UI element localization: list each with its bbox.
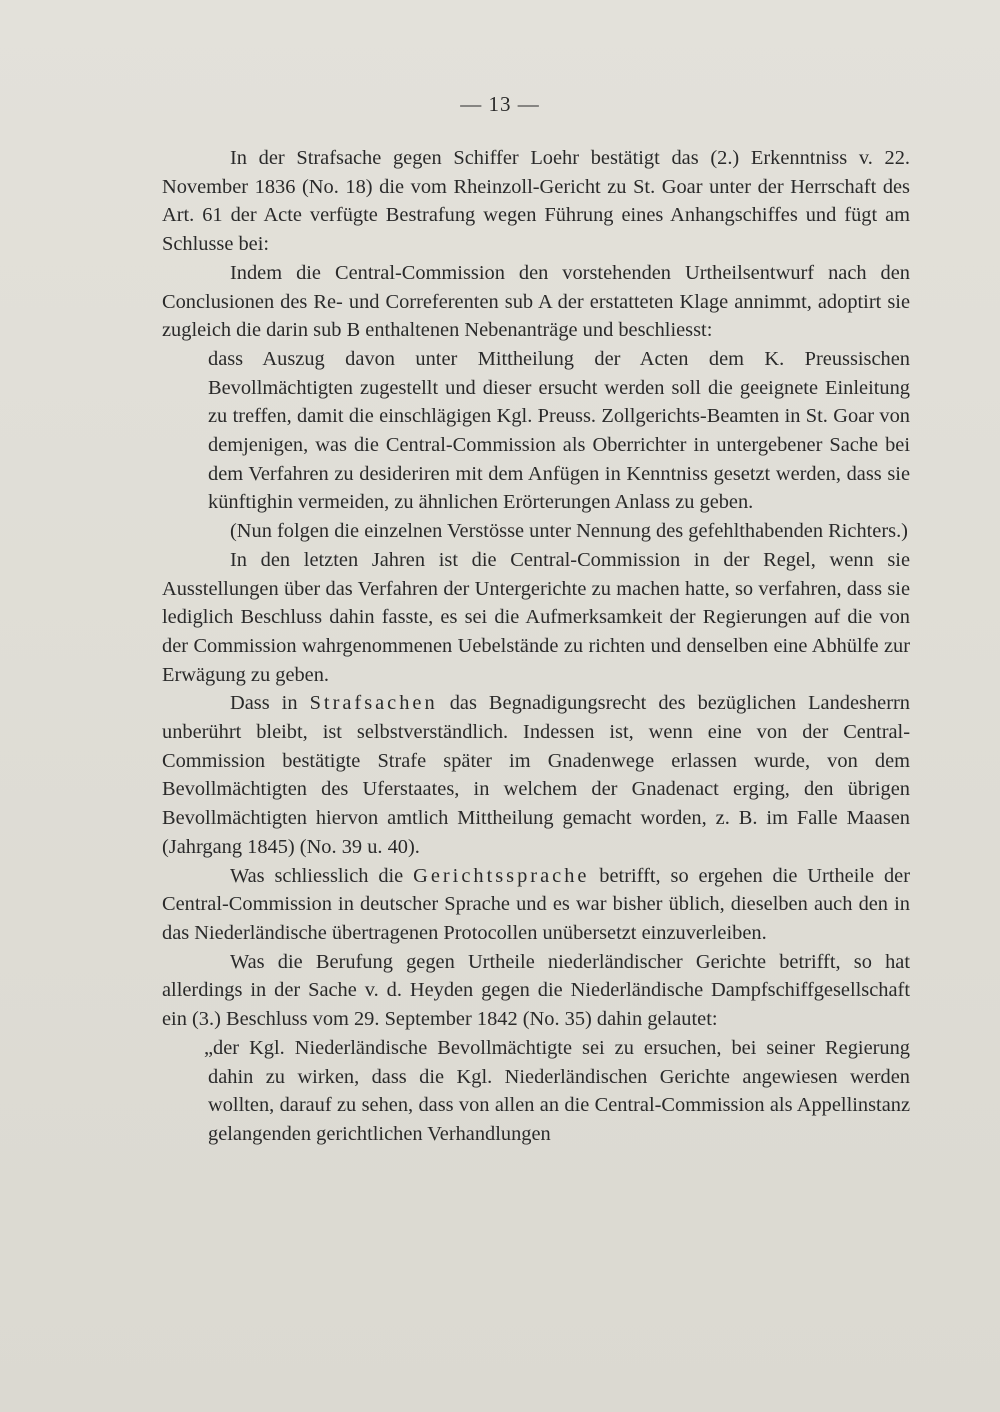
paragraph: In der Strafsache gegen Schiffer Loehr bestätigt das (2.) Erkenntniss v. 22. November 1836 (No. 18) die vom Rheinzoll-Gericht zu St. Goar unter der Herrschaft des Art. 61 der Acte verfügte Bestrafung wegen Führung eines Anhangschiffes und fügt am Schlusse bei: bbox=[162, 147, 910, 256]
paragraph-text: das Begnadigungsrecht des bezüglichen Landesherrn unberührt bleibt, ist selbstverständlich. Indessen ist, wenn eine von der Central-Commission bestätigte Strafe später im Gnadenwege erlassen wurde, von dem Bevollmächtigten des Uferstaates, in welchem der Gnadenact erging, den übrigen Bevollmächtigten hiervon amtlich Mittheilung gemacht worden, z. B. im Falle Maasen (Jahrgang 1845) (No. 39 u. 40). bbox=[162, 692, 911, 858]
paragraph: In den letzten Jahren ist die Central-Commission in der Regel, wenn sie Ausstellungen über das Verfahren der Untergerichte zu machen hatte, so verfahren, dass sie lediglich Beschluss dahin fasste, es sei die Aufmerksamkeit der Regierungen auf die von der Commission wahrgenommenen Uebelstände zu richten und denselben eine Abhülfe zur Erwägung zu geben. bbox=[162, 548, 910, 686]
paragraph bbox=[162, 862, 910, 948]
paragraph: Was die Berufung gegen Urtheile niederländischer Gerichte betrifft, so hat allerdings in der Sache v. d. Heyden gegen die Niederländische Dampfschiffgesellschaft ein (3.) Beschluss vom 29. September 1842 (No. 35) dahin gelautet: bbox=[162, 950, 910, 1031]
body-text bbox=[162, 144, 910, 1149]
paragraph-text: betrifft, so ergehen die Urtheile der Central-Commission in deutscher Sprache und es war bisher üblich, dieselben auch den in das Niederländische übertragenen Protocollen unübersetzt einzuverleiben. bbox=[162, 864, 910, 944]
paragraph-text: Dass in bbox=[230, 692, 310, 715]
quoted-paragraph: „der Kgl. Niederländische Bevollmächtigte sei zu ersuchen, bei seiner Regierung dahin zu wirken, dass die Kgl. Niederländischen Gerichte angewiesen werden wollten, darauf zu sehen, dass von allen an die Central-Commission als Appellinstanz gelangenden gerichtlichen Verhandlungen bbox=[204, 1036, 910, 1145]
paragraph: (Nun folgen die einzelnen Verstösse unter Nennung des gefehlthabenden Richters.) bbox=[230, 520, 908, 543]
spaced-term: Gerichtssprache bbox=[413, 864, 590, 887]
spaced-term: Strafsachen bbox=[309, 692, 438, 715]
block-paragraph: dass Auszug davon unter Mittheilung der Acten dem K. Preussischen Bevollmächtigten zugestellt und dieser ersucht werden soll die geeignete Einleitung zu treffen, damit die einschlägigen Kgl. Preuss. Zollgerichts-Beamten in St. Goar von demjenigen, was die Central-Commission als Oberrichter in untergebener Sache bei dem Verfahren zu desideriren mit dem Anfügen in Kenntniss gesetzt werden, dass sie künftighin vermeiden, zu ähnlichen Erörterungen Anlass zu geben. bbox=[208, 347, 910, 514]
page-number: — 13 — bbox=[460, 92, 540, 116]
paragraph: Indem die Central-Commission den vorstehenden Urtheilsentwurf nach den Conclusionen des Re- und Correferenten sub A der erstatteten Klage annimmt, adoptirt sie zugleich die darin sub B enthaltenen Nebenanträge und beschliesst: bbox=[162, 261, 910, 342]
paragraph-text: Was schliesslich die bbox=[230, 864, 414, 887]
paragraph bbox=[162, 689, 910, 861]
